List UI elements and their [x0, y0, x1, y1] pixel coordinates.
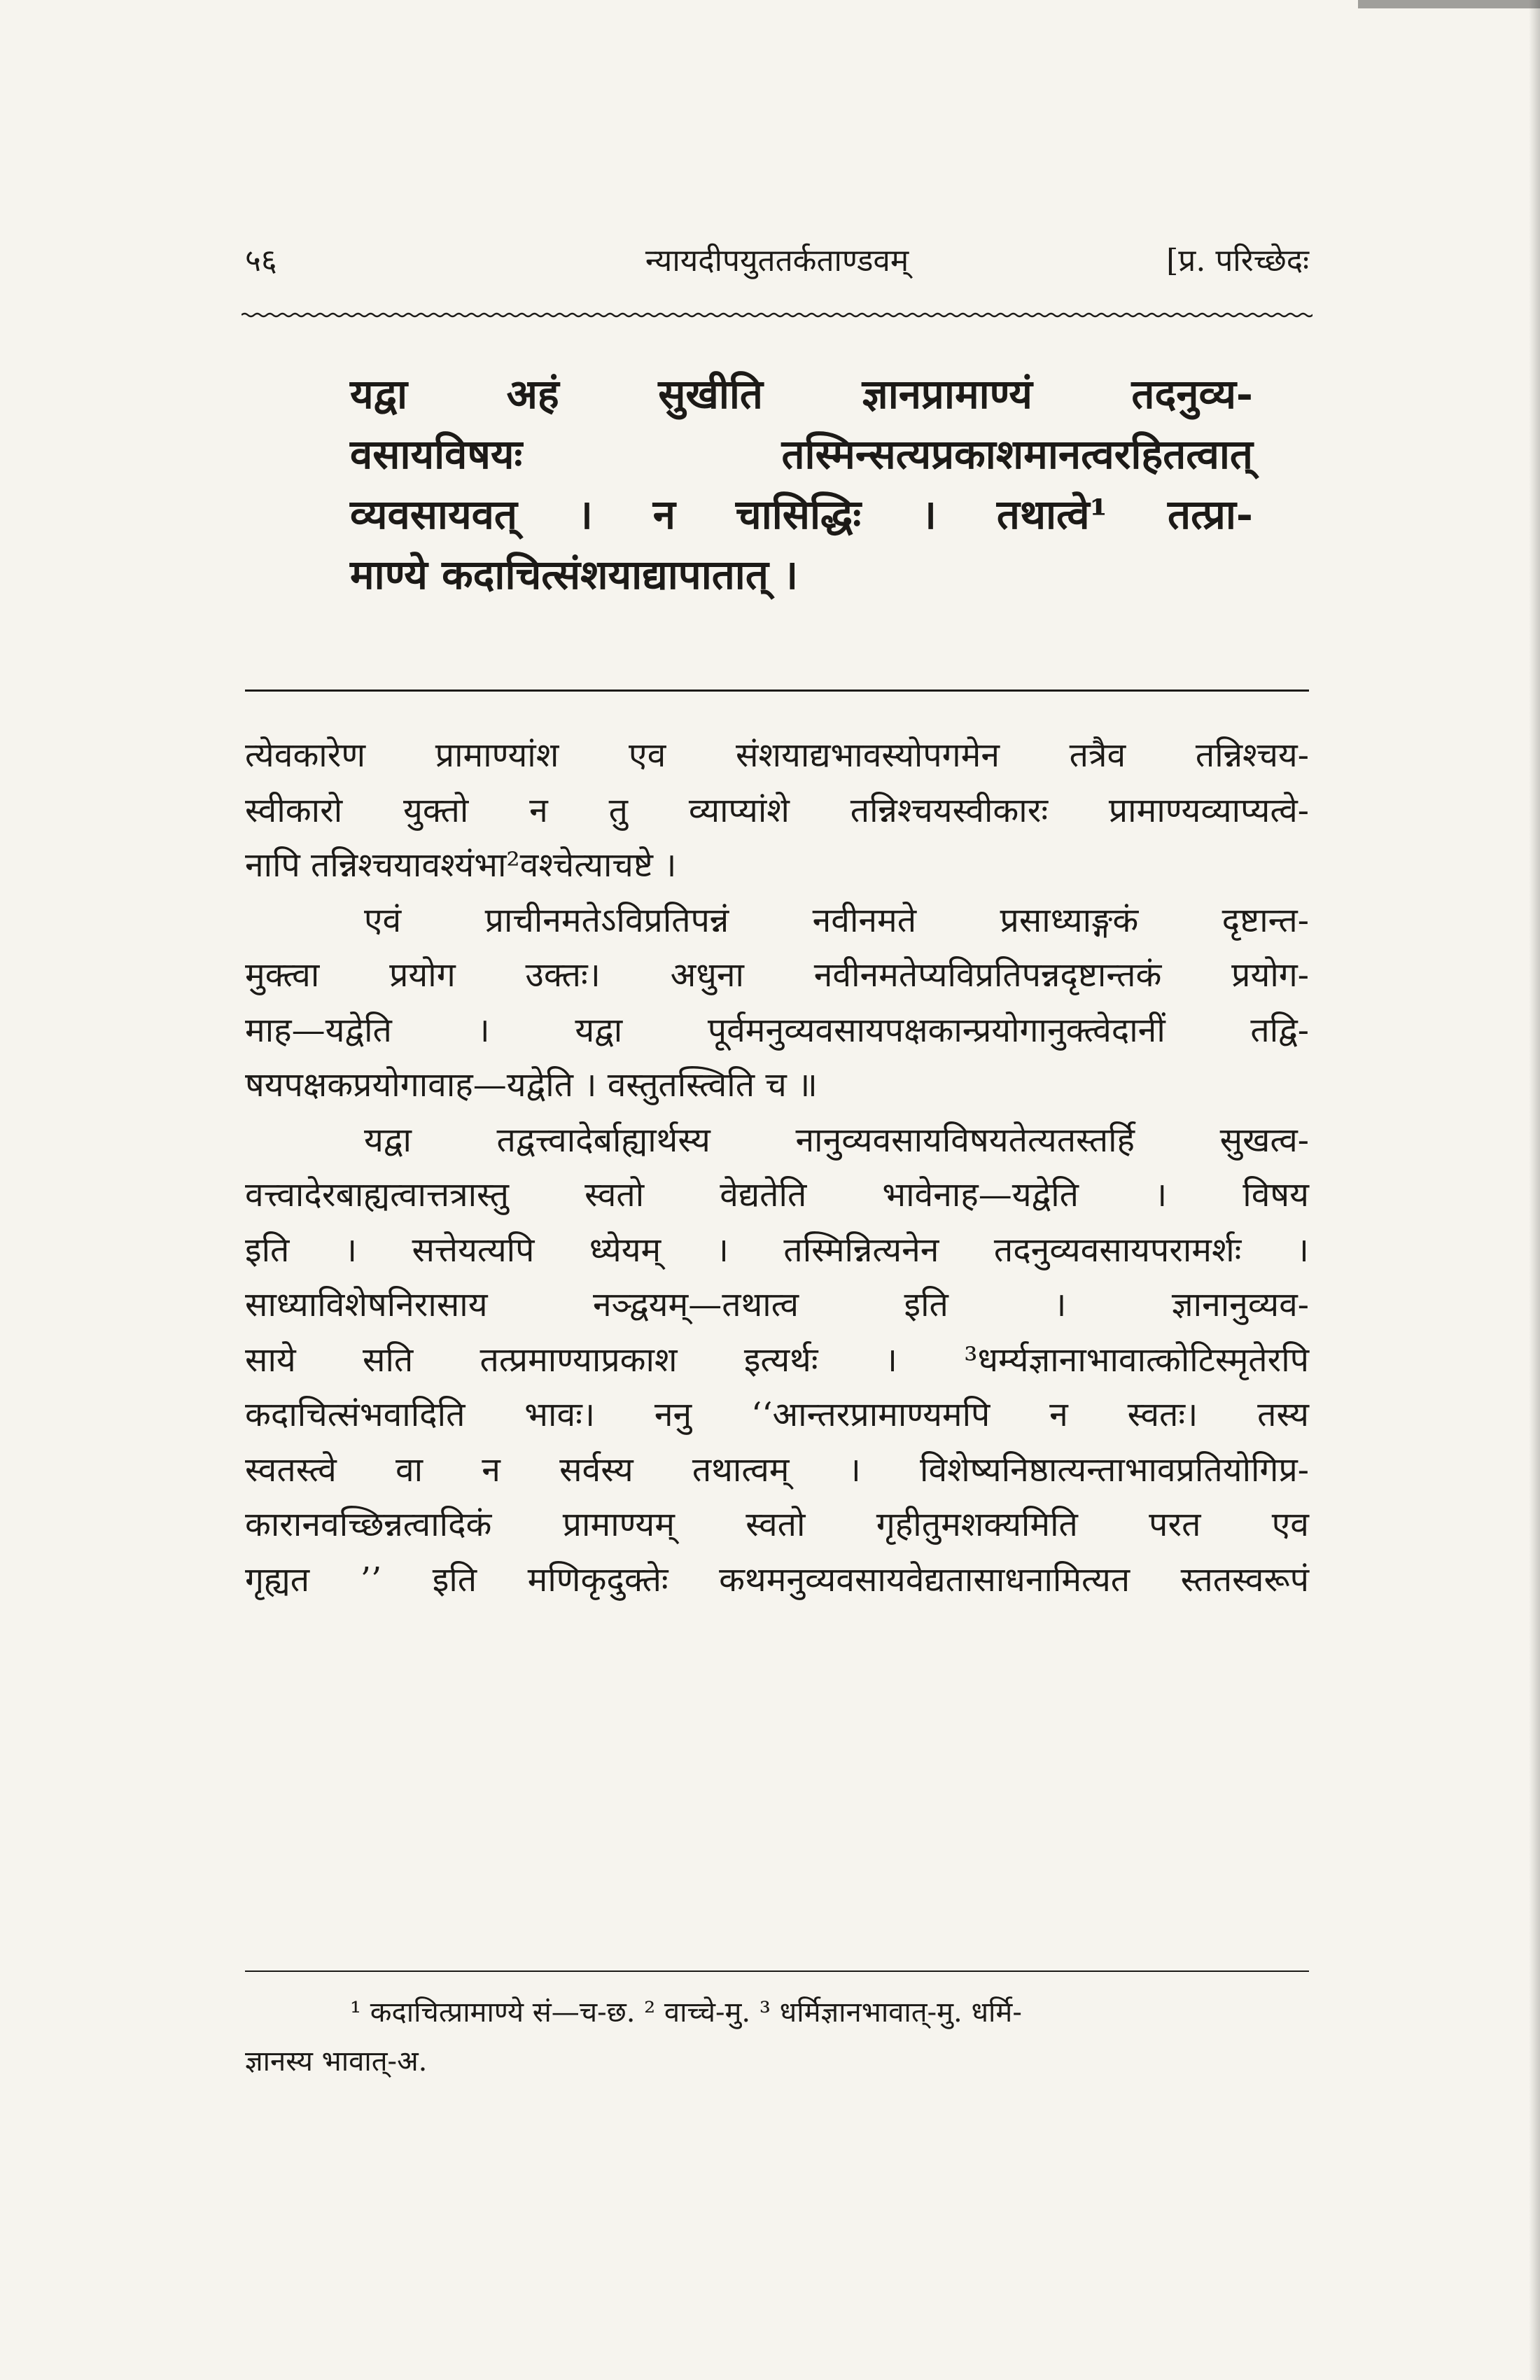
- commentary-line: त्येवकारेण प्रामाण्यांश एव संशयाद्यभावस्योपगमेन तत्रैव तन्निश्चय-: [245, 736, 1309, 775]
- header-wavy-rule: [241, 308, 1312, 322]
- footnotes-block: [245, 1988, 1309, 2086]
- commentary-line: मुक्त्वा प्रयोग उक्तः। अधुना नवीनमतेप्यविप्रतिपन्नदृष्टान्तकं प्रयोग-: [245, 955, 1309, 995]
- commentary-line: साध्याविशेषनिरासाय नञ्द्वयम्—तथात्व इति । ज्ञानानुव्यव-: [245, 1285, 1309, 1324]
- commentary-line: साये सति तत्प्रमाण्याप्रकाश इत्यर्थः । ³धर्म्यज्ञानाभावात्कोटिस्मृतेरपि: [245, 1340, 1309, 1380]
- commentary-block: [245, 728, 1309, 1607]
- commentary-line: कदाचित्संभवादिति भावः। ननु ‘‘आन्तरप्रामाण्यमपि न स्वतः। तस्य: [245, 1395, 1309, 1434]
- verse-line: यद्वा अहं सुखीति ज्ञानप्रामाण्यं तदनुव्य-: [350, 370, 1253, 418]
- commentary-line: माह—यद्वेति । यद्वा पूर्वमनुव्यवसायपक्षकान्प्रयोगानुक्त्वेदानीं तद्वि-: [245, 1010, 1309, 1050]
- commentary-line: कारानवच्छिन्नत्वादिकं प्रामाण्यम् स्वतो गृहीतुमशक्यमिति परत एव: [245, 1505, 1309, 1544]
- footnote-line: ज्ञानस्य भावात्-अ.: [245, 2045, 428, 2078]
- commentary-line: स्वीकारो युक्तो न तु व्याप्यांशे तन्निश्चयस्वीकारः प्रामाण्यव्याप्यत्वे-: [245, 790, 1309, 830]
- page-number: ५६: [245, 243, 277, 279]
- commentary-line: गृह्यत ’’ इति मणिकृदुक्तेः कथमनुव्यवसायवेद्यतासाधनामित्यत स्ततस्वरूपं: [245, 1560, 1309, 1600]
- commentary-line: इति । सत्तेयत्यपि ध्येयम् । तस्मिन्नित्यनेन तदनुव्यवसायपरामर्शः ।: [245, 1230, 1309, 1270]
- scan-edge-shadow: [1529, 0, 1540, 2380]
- verse-line: वसायविषयः तस्मिन्सत्यप्रकाशमानत्वरहितत्वात्: [350, 430, 1253, 478]
- commentary-line: स्वतस्त्वे वा न सर्वस्य तथात्वम् । विशेष्यनिष्ठात्यन्ताभावप्रतियोगिप्र-: [245, 1450, 1309, 1490]
- footnote-line: ¹ कदाचित्प्रामाण्ये सं—च-छ. ² वाच्चे-मु. ³ धर्मिज्ञानभावात्-मु. धर्मि-: [350, 1996, 1022, 2029]
- verse-line: व्यवसायवत् । न चासिद्धिः । तथात्वे¹ तत्प्रा-: [350, 491, 1253, 538]
- section-label: [प्र. परिच्छेदः: [1166, 243, 1309, 279]
- book-title: न्यायदीपयुततर्कताण्डवम्: [645, 243, 909, 279]
- verse-block: [350, 364, 1253, 605]
- commentary-line: षयपक्षकप्रयोगावाह—यद्वेति । वस्तुतस्त्विति च ॥: [245, 1065, 818, 1105]
- commentary-line: एवं प्राचीनमतेऽविप्रतिपन्नं नवीनमते प्रसाध्याङ्गकं दृष्टान्त-: [364, 900, 1309, 940]
- footnote-divider: [245, 1970, 1309, 1972]
- commentary-line: नापि तन्निश्चयावश्यंभा²वश्चेत्याचष्टे ।: [245, 846, 677, 885]
- verse-divider: [245, 690, 1309, 692]
- scan-top-mark: [1358, 0, 1540, 8]
- running-header: [245, 238, 1309, 287]
- commentary-line: यद्वा तद्वत्त्वादेर्बाह्यार्थस्य नानुव्यवसायविषयतेत्यतस्तर्हि सुखत्व-: [364, 1120, 1309, 1160]
- commentary-line: वत्त्वादेरबाह्यत्वात्तत्रास्तु स्वतो वेद्यतेति भावेनाह—यद्वेति । विषय: [245, 1175, 1309, 1214]
- verse-line: माण्ये कदाचित्संशयाद्यापातात् ।: [350, 551, 799, 598]
